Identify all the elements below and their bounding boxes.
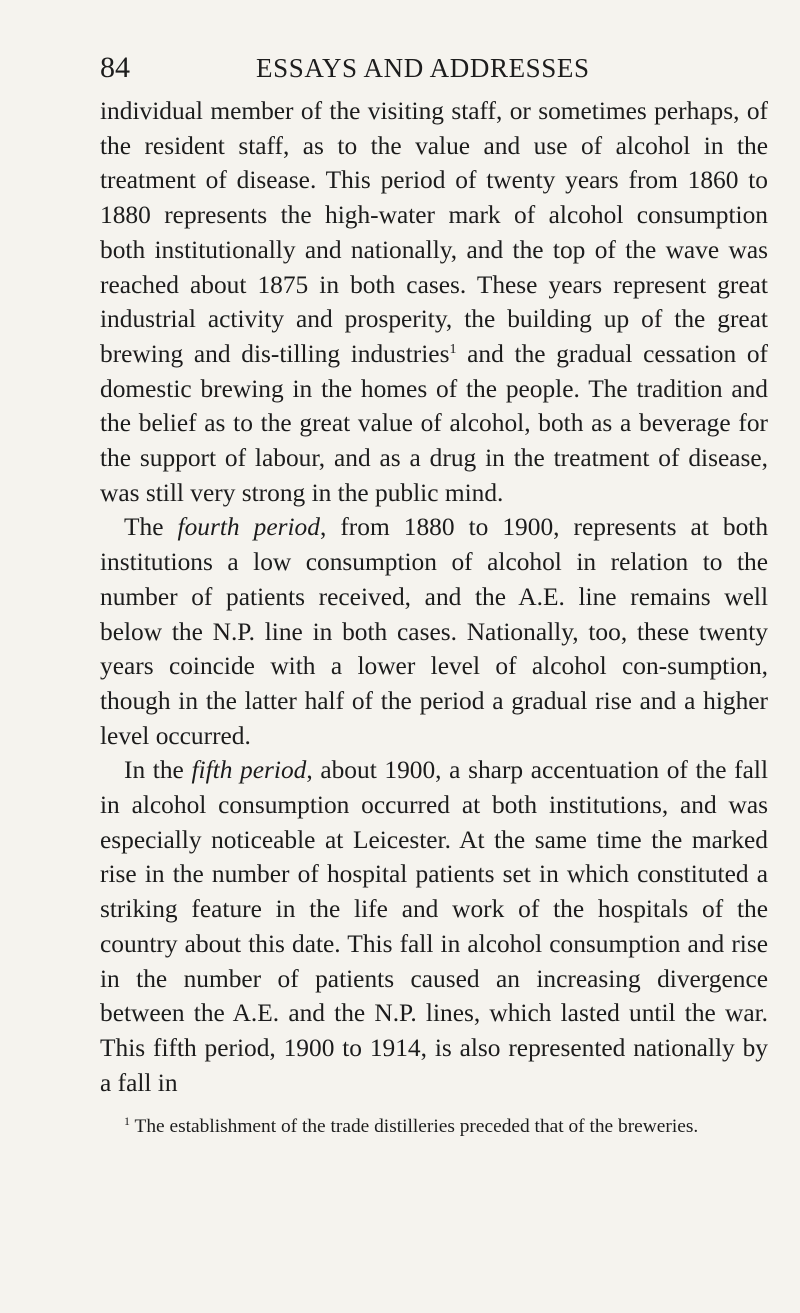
page-number: 84: [100, 51, 130, 84]
body-text: [100, 94, 768, 1100]
paragraph-continuation: [100, 94, 768, 510]
running-title: ESSAYS AND ADDRESSES: [256, 53, 590, 83]
paragraph-1-text: individual member of the visiting staff, or sometimes perhaps, of the resident staff, as to the value and use of alcohol in the treatment of disease. This period of twenty years from 1860 to 1880 represents the high-water mark of alcohol consumption both institutionally and nationally, and the top of the wave was reached about 1875 in both cases. These years represent great industrial activity and prosperity, the building up of the great brewing and dis-tilling industries: [100, 97, 768, 368]
paragraph-3-text: , about 1900, a sharp accentuation of the fall in alcohol consumption occurred at both institutions, and was especially noticeable at Leicester. At the same time the marked rise in the number of hospital patients set in which constituted a striking feature in the life and work of the hospitals of the country about this date. This fall in alcohol consumption and rise in the number of patients caused an increasing divergence between the A.E. and the N.P. lines, which lasted until the war. This fifth period, 1900 to 1914, is also represented nationally by a fall in: [100, 756, 768, 1097]
footnote-text: The establishment of the trade distilleries preceded that of the breweries.: [130, 1116, 699, 1137]
running-head: [100, 48, 768, 88]
paragraph-fifth-period: [100, 753, 768, 1100]
fifth-period-term: fifth period: [191, 756, 307, 785]
fourth-period-term: fourth period: [177, 513, 320, 542]
paragraph-1-end: and the gradual cessation of domestic brewing in the homes of the people. The tradition and the belief as to the great value of alcohol, both as a beverage for the support of labour, and as a drug in the treatment of disease, was still very strong in the public mind.: [100, 339, 768, 507]
footnote-marker: 1: [124, 1114, 130, 1128]
footnote: [100, 1112, 768, 1141]
paragraph-fourth-period: [100, 510, 768, 753]
footnote-reference: 1: [449, 341, 457, 357]
paragraph-2-lead: The: [124, 513, 178, 542]
paragraph-2-text: , from 1880 to 1900, represents at both institutions a low consumption of alcohol in relation to the number of patients received, and the A.E. line remains well below the N.P. line in both cases. Nationally, too, these twenty years coincide with a lower level of alcohol con-sumption, though in the latter half of the period a gradual rise and a higher level occurred.: [100, 513, 769, 750]
paragraph-3-lead: In the: [124, 756, 192, 785]
